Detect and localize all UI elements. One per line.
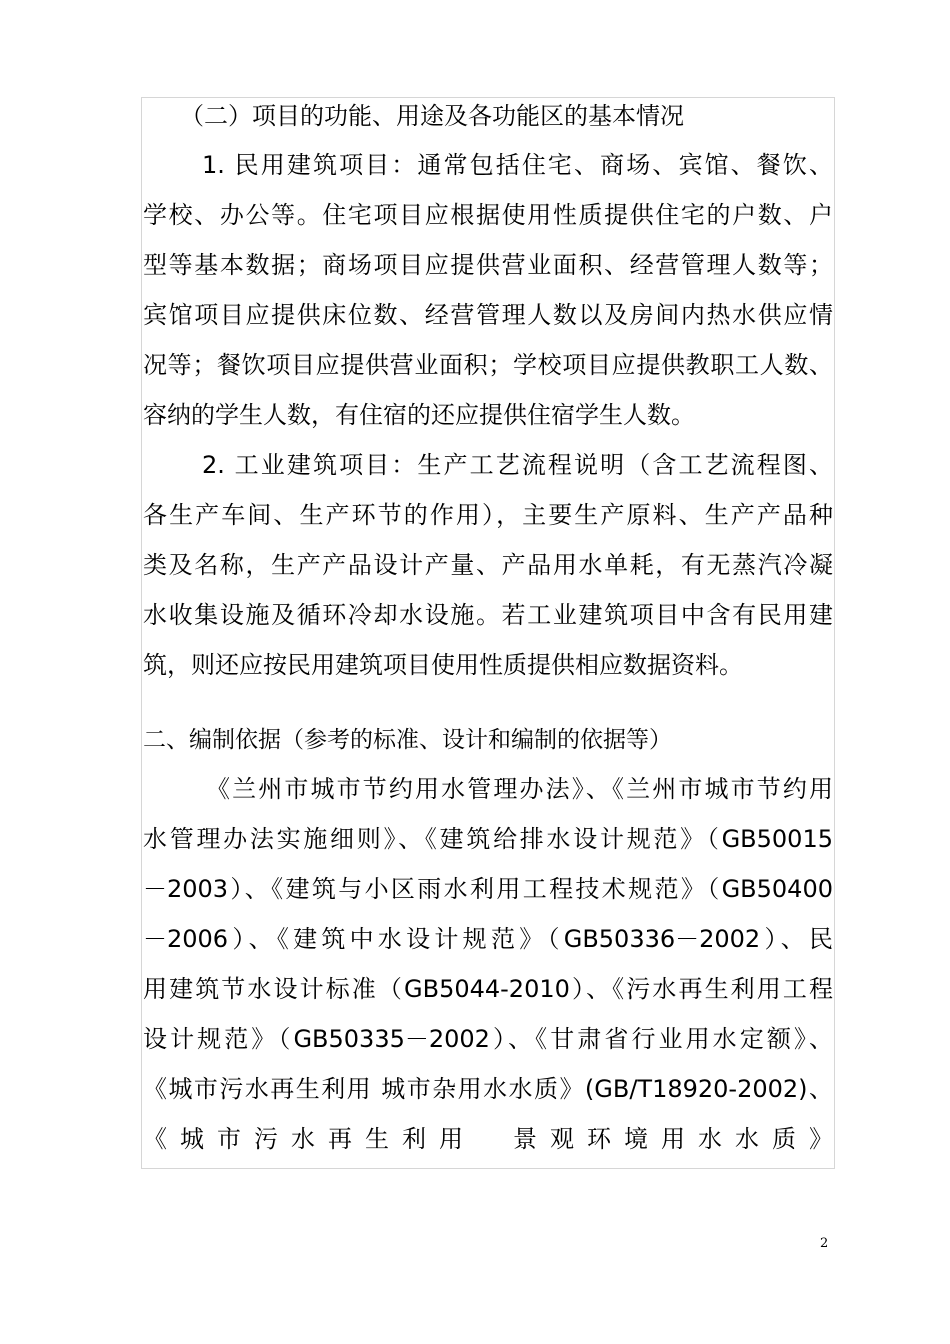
paragraph-line: 1. 民用建筑项目：通常包括住宅、商场、宾馆、餐饮、 [202,151,833,179]
paragraph-line: 学校、办公等。住宅项目应根据使用性质提供住宅的户数、户 [143,201,833,229]
paragraph-line: 2. 工业建筑项目：生产工艺流程说明（含工艺流程图、 [202,451,833,479]
section-heading: 二、编制依据（参考的标准、设计和编制的依据等） [143,727,672,753]
subsection-heading: （二）项目的功能、用途及各功能区的基本情况 [180,102,684,130]
paragraph-line: 水收集设施及循环冷却水设施。若工业建筑项目中含有民用建 [143,601,833,629]
paragraph-line: 容纳的学生人数，有住宿的还应提供住宿学生人数。 [143,401,695,429]
paragraph-line: 水管理办法实施细则》、《建筑给排水设计规范》（GB50015 [143,825,833,853]
paragraph-line: －2003）、《建筑与小区雨水利用工程技术规范》（GB50400 [143,875,833,903]
paragraph-line: 宾馆项目应提供床位数、经营管理人数以及房间内热水供应情 [143,301,833,329]
paragraph-line: 《城市污水再生利用 景观环境用水水质》 [143,1125,833,1153]
paragraph-line: 况等；餐饮项目应提供营业面积；学校项目应提供教职工人数、 [143,351,833,379]
paragraph-line: 型等基本数据；商场项目应提供营业面积、经营管理人数等； [143,251,833,279]
paragraph-line: 《城市污水再生利用 城市杂用水水质》(GB/T18920-2002)、 [143,1075,833,1103]
paragraph-line: 各生产车间、生产环节的作用），主要生产原料、生产产品种 [143,501,833,529]
paragraph-line: 筑，则还应按民用建筑项目使用性质提供相应数据资料。 [143,651,743,679]
paragraph-line: 类及名称，生产产品设计产量、产品用水单耗，有无蒸汽冷凝 [143,551,833,579]
paragraph-line: －2006）、《建筑中水设计规范》（GB50336－2002）、民 [143,925,833,953]
paragraph-line: 用建筑节水设计标准（GB5044-2010）、《污水再生利用工程 [143,975,833,1003]
page-number: 2 [820,1236,829,1251]
paragraph-line: 设计规范》（GB50335－2002）、《甘肃省行业用水定额》、 [143,1025,833,1053]
paragraph-line: 《兰州市城市节约用水管理办法》、《兰州市城市节约用 [206,775,833,803]
